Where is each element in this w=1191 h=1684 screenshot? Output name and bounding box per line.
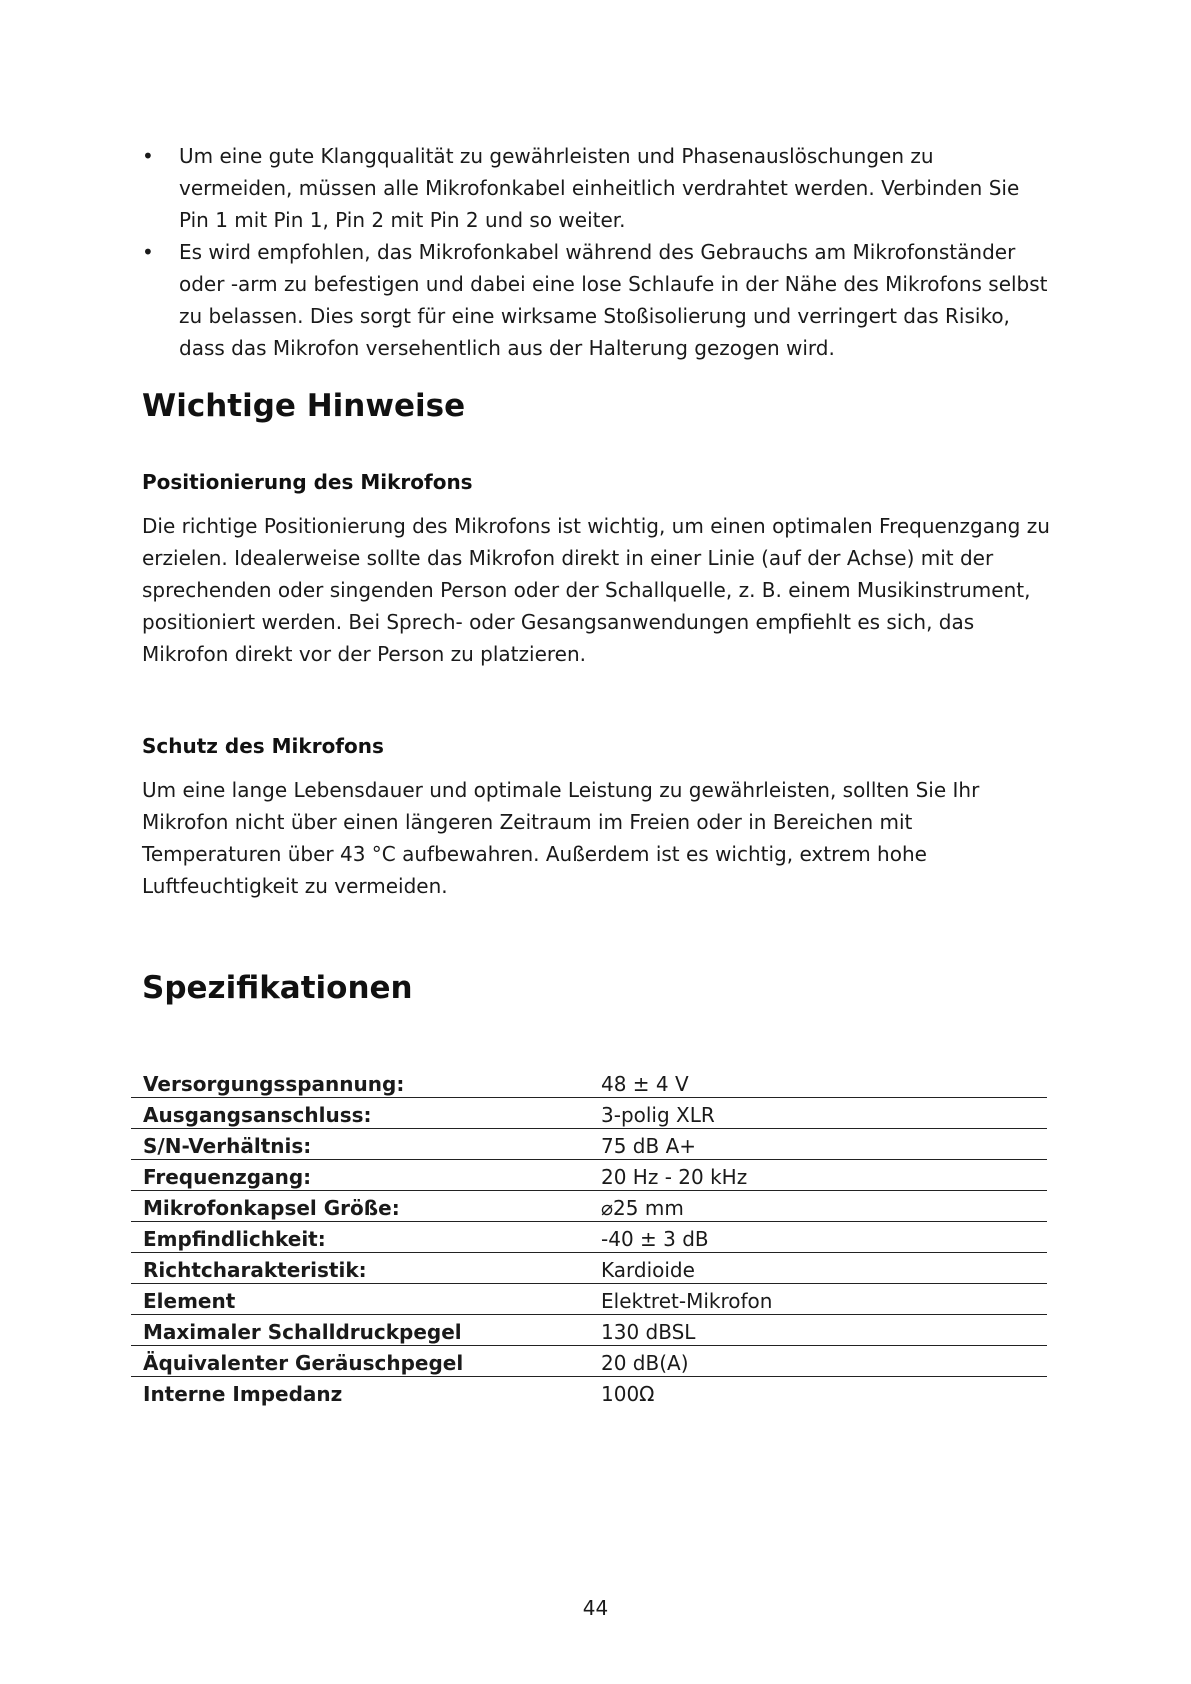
positioning-text: Die richtige Positionierung des Mikrofons ist wichtig, um einen optimalen Frequenzgang zu erzielen. Idealerweise sollte das Mikrofon direkt in einer Linie (auf der Achse) mit der sprechenden oder singenden Person oder der Schallquelle, z. B. einem Musikinstrument, positioniert werden. Bei Sprech- oder Gesangsanwendungen empfiehlt es sich, das Mikrofon direkt vor der Person zu platzieren. bbox=[142, 514, 1050, 666]
page-content bbox=[142, 140, 1052, 1008]
list-item bbox=[142, 236, 1052, 364]
spec-label: Mikrofonkapsel Größe: bbox=[131, 1191, 588, 1222]
bullet-text: Es wird empfohlen, das Mikrofonkabel während des Gebrauchs am Mikrofonständer oder -arm zu befestigen und dabei eine lose Schlaufe in der Nähe des Mikrofons selbst zu belassen. Dies sorgt für eine wirksame Stoßisolierung und verringert das Risiko, dass das Mikrofon versehentlich aus der Halterung gezogen wird. bbox=[179, 240, 1048, 360]
spec-label: Äquivalenter Geräuschpegel bbox=[131, 1346, 588, 1377]
spec-value: Kardioide bbox=[588, 1253, 1047, 1284]
subsection-title-protection: Schutz des Mikrofons bbox=[142, 734, 384, 758]
spec-value: 75 dB A+ bbox=[588, 1129, 1047, 1160]
table-row bbox=[131, 1222, 1047, 1253]
spec-table-body bbox=[131, 1067, 1047, 1407]
spec-value: 100Ω bbox=[601, 1382, 655, 1406]
bullet-icon: • bbox=[142, 240, 154, 264]
bullet-list bbox=[142, 140, 1052, 364]
subsection-title-positioning: Positionierung des Mikrofons bbox=[142, 470, 473, 494]
page-number: 44 bbox=[582, 1596, 609, 1620]
table-row bbox=[131, 1191, 1047, 1222]
bullet-text: Um eine gute Klangqualität zu gewährleisten und Phasenauslöschungen zu vermeiden, müssen alle Mikrofonkabel einheitlich verdrahtet werden. Verbinden Sie Pin 1 mit Pin 1, Pin 2 mit Pin 2 und so weiter. bbox=[179, 144, 1020, 232]
spec-value: ⌀25 mm bbox=[588, 1191, 1047, 1222]
protection-text: Um eine lange Lebensdauer und optimale Leistung zu gewährleisten, sollten Sie Ihr Mikrofon nicht über einen längeren Zeitraum im Freien oder in Bereichen mit Temperaturen über 43 °C aufbewahren. Außerdem ist es wichtig, extrem hohe Luftfeuchtigkeit zu vermeiden. bbox=[142, 778, 980, 898]
spec-value: Elektret-Mikrofon bbox=[588, 1284, 1047, 1315]
spec-label: Ausgangsanschluss: bbox=[131, 1098, 588, 1129]
spec-label: Frequenzgang: bbox=[131, 1160, 588, 1191]
section-title-specs: Spezifikationen bbox=[142, 970, 413, 1006]
spec-label: Richtcharakteristik: bbox=[131, 1253, 588, 1284]
table-row bbox=[131, 1160, 1047, 1191]
spec-label: S/N-Verhältnis: bbox=[131, 1129, 588, 1160]
spec-label: Interne Impedanz bbox=[143, 1382, 343, 1406]
table-row bbox=[131, 1315, 1047, 1346]
spec-value: -40 ± 3 dB bbox=[588, 1222, 1047, 1253]
spec-value: 20 Hz - 20 kHz bbox=[588, 1160, 1047, 1191]
table-row bbox=[131, 1377, 1047, 1408]
table-row bbox=[131, 1346, 1047, 1377]
table-row bbox=[131, 1253, 1047, 1284]
spec-value: 48 ± 4 V bbox=[588, 1067, 1047, 1098]
table-row bbox=[131, 1098, 1047, 1129]
spec-table bbox=[131, 1067, 1047, 1407]
table-row bbox=[131, 1129, 1047, 1160]
spec-label: Element bbox=[131, 1284, 588, 1315]
spec-value: 20 dB(A) bbox=[588, 1346, 1047, 1377]
spec-value: 130 dBSL bbox=[588, 1315, 1047, 1346]
spec-label: Maximaler Schalldruckpegel bbox=[131, 1315, 588, 1346]
spec-label: Versorgungsspannung: bbox=[131, 1067, 588, 1098]
table-row bbox=[131, 1284, 1047, 1315]
list-item bbox=[142, 140, 1052, 236]
table-row bbox=[131, 1067, 1047, 1098]
bullet-icon: • bbox=[142, 144, 154, 168]
spec-value: 3-polig XLR bbox=[588, 1098, 1047, 1129]
spec-label: Empfindlichkeit: bbox=[131, 1222, 588, 1253]
section-title-hinweise: Wichtige Hinweise bbox=[142, 388, 466, 424]
